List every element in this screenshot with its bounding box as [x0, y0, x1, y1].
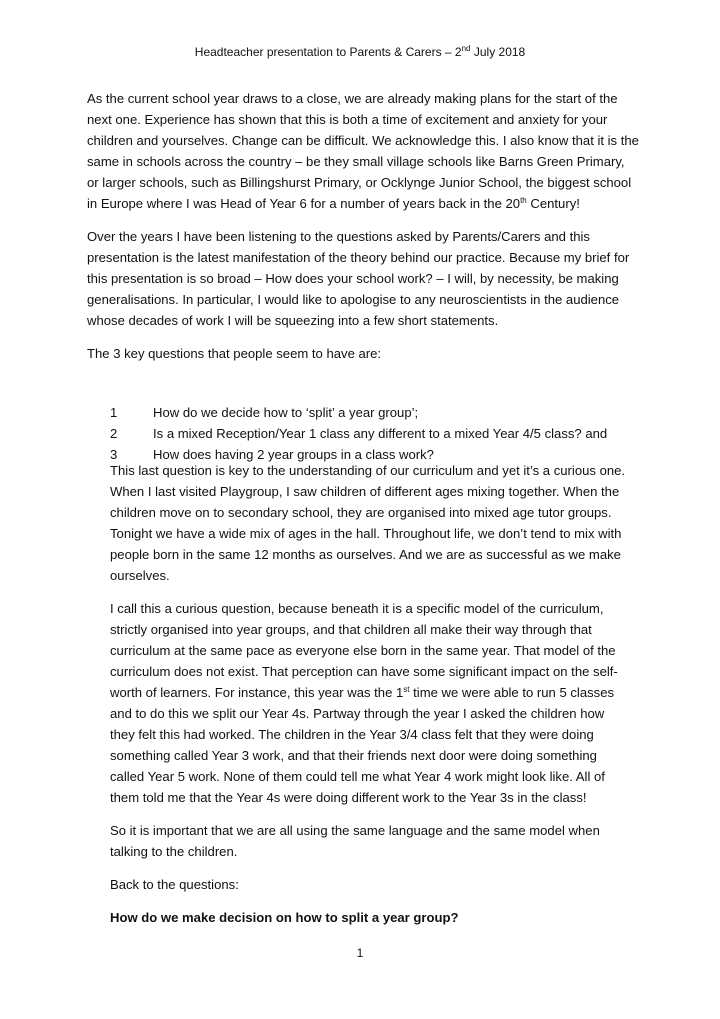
paragraph-intro-end: Century! — [526, 196, 580, 211]
paragraph-curriculum-end: time we were able to run 5 classes and to do this we split our Year 4s. Partway through the year I asked the children how they felt this had worked. The children in the Year 3/4 class felt that they were doing something called Year 3 work, and that their friends next door were doing something called Year 5 work. None of them could tell me what Year 4 work might look like. All of them told me that the Year 4s were doing different work to the Year 3s in the class! — [110, 685, 615, 805]
paragraph-curious-question: This last question is key to the understanding of our curriculum and yet it’s a curious one. When I last visited Playgroup, I saw children of different ages mixing together. When the children move on to secondary school, they are organised into mixed age tutor groups. Tonight we have a wide mix of ages in the hall. Throughout life, we don’t tend to mix with people born in the same 12 months as ourselves. And we are as successful as we make ourselves. — [110, 463, 626, 583]
list-item — [110, 402, 607, 423]
paragraph-same-language: So it is important that we are all using the same language and the same model when talking to the children. — [110, 823, 600, 859]
list-item-text: How does having 2 year groups in a class work? — [153, 447, 434, 462]
section-heading: How do we make decision on how to split a year group? — [110, 910, 459, 925]
paragraph-curriculum-superscript: st — [403, 685, 410, 694]
questions-list — [110, 402, 607, 465]
list-item-text: How do we decide how to ‘split’ a year group’; — [153, 405, 419, 420]
paragraph-curriculum-model — [110, 598, 630, 808]
list-item-number: 1 — [110, 405, 118, 420]
list-item-text: Is a mixed Reception/Year 1 class any different to a mixed Year 4/5 class? and — [153, 426, 608, 441]
paragraph-intro — [87, 88, 639, 214]
list-item-number: 3 — [110, 447, 118, 462]
header-date-suffix: July 2018 — [470, 45, 526, 59]
intro-section — [87, 88, 639, 374]
header-superscript: nd — [461, 44, 471, 53]
indented-section — [110, 460, 630, 938]
paragraph-curriculum-text: I call this a curious question, because beneath it is a specific model of the curriculum, strictly organised into year groups, and that children all make their way through that curriculum at the same pace as everyone else born in the same year. That model of the curriculum does not exist. That perception can have some significant impact on the self-worth of learners. For instance, this year was the 1 — [110, 601, 618, 700]
list-item — [110, 423, 607, 444]
paragraph-intro-text: As the current school year draws to a close, we are already making plans for the start of the next one. Experience has shown that this is both a time of excitement and anxiety for your children and yourselves. Change can be difficult. We acknowledge this. I also know that it is the same in schools across the country – be they small village schools like Barns Green Primary, or larger schools, such as Billingshurst Primary, or Ocklynge Junior School, the biggest school in Europe where I was Head of Year 6 for a number of years back in the 20 — [87, 91, 639, 211]
page-number: 1 — [356, 946, 364, 960]
paragraph-theory: Over the years I have been listening to the questions asked by Parents/Carers and this presentation is the latest manifestation of the theory behind our practice. Because my brief for this presentation is so broad – How does your school work? – I will, by necessity, be making generalisations. In particular, I would like to apologise to any neuroscientists in the audience whose decades of work I will be squeezing into a few short statements. — [87, 229, 630, 328]
paragraph-key-questions-intro: The 3 key questions that people seem to have are: — [87, 346, 382, 361]
header-text: Headteacher presentation to Parents & Carers – 2 — [194, 45, 462, 59]
list-item-number: 2 — [110, 426, 118, 441]
paragraph-intro-superscript: th — [520, 196, 527, 205]
page-header — [0, 44, 720, 60]
paragraph-back-to-questions: Back to the questions: — [110, 877, 239, 892]
